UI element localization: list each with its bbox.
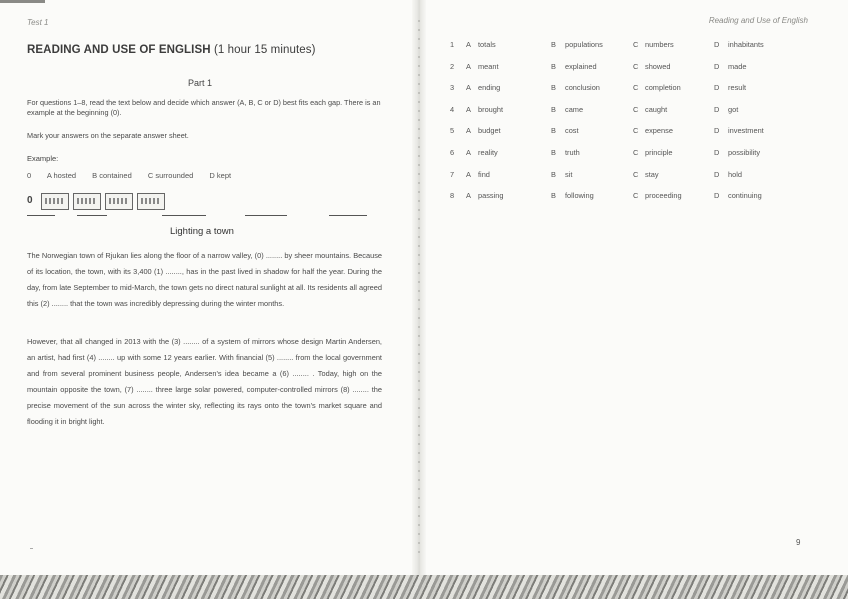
instructions-text: For questions 1–8, read the text below and decide which answer (A, B, C or D) best fits each gap. There is an example at the beginning (0).: [27, 98, 381, 117]
option-d: hold: [728, 169, 742, 179]
answer-sheet-instruction: Mark your answers on the separate answer sheet.: [27, 131, 189, 140]
question-number: 7: [450, 169, 455, 179]
example-option-d: D kept: [209, 171, 232, 180]
option-d: investment: [728, 126, 764, 136]
option-c: proceeding: [645, 191, 682, 201]
answer-sheet-lines: [27, 215, 367, 218]
passage-paragraph-1: The Norwegian town of Rjukan lies along the floor of a narrow valley, (0) ........ by sheer mountains. Because of its location, the town, with its 3,400 (1) ........, has in the past lived in shadow for half the year. During the day, from late September to mid-March, the town gets no direct natural sunlight at all. Its residents all agreed this (2) ........ that the town was incredibly depressing during the winter months.: [27, 251, 382, 308]
passage-title: Lighting a town: [170, 226, 234, 237]
option-c: stay: [645, 169, 659, 179]
question-number: 6: [450, 147, 455, 157]
option-d: possibility: [728, 147, 761, 157]
option-b: sit: [565, 169, 573, 179]
question-row: 5 A budget B cost C expense D investment: [450, 126, 764, 136]
answer-box-d: [137, 193, 165, 210]
example-number: 0: [27, 171, 32, 180]
question-row: 8 A passing B following C proceeding D continuing: [450, 191, 762, 201]
option-c: expense: [645, 126, 673, 136]
option-d: got: [728, 104, 739, 114]
question-number: 2: [450, 61, 455, 71]
option-a: totals: [478, 40, 496, 49]
section-title-main: READING AND USE OF ENGLISH: [27, 44, 211, 56]
option-c: numbers: [645, 40, 674, 49]
option-c: principle: [645, 147, 673, 157]
option-a: meant: [478, 61, 499, 71]
option-a: budget: [478, 126, 501, 136]
option-d: inhabitants: [728, 40, 764, 49]
question-row: 7 A find B sit C stay D hold: [450, 169, 742, 179]
option-b: truth: [565, 147, 580, 157]
question-number: 4: [450, 104, 455, 114]
example-option-a: A hosted: [46, 171, 77, 180]
section-title-duration: (1 hour 15 minutes): [213, 44, 316, 56]
passage-paragraph-2: However, that all changed in 2013 with the (3) ........ of a system of mirrors whose design Martin Andersen, an artist, had first (4) ........ up with some 12 years earlier. With financial (5) ........ from the local government and from several prominent business people, Andersen's idea became a (6) ........ . Today, high on the mountain opposite the town, (7) ........ three large solar powered, computer-controlled mirrors (8) ........ the precise movement of the sun across the winter sky, reflecting its rays onto the town's market square and flooding it in bright light.: [27, 337, 382, 426]
option-a: reality: [478, 147, 498, 157]
option-d: continuing: [728, 191, 762, 201]
answer-box-c: [105, 193, 133, 210]
question-row: 1 A totals B populations C numbers D inhabitants: [450, 40, 764, 49]
option-b: cost: [565, 126, 579, 136]
answer-sheet-example: [27, 193, 172, 209]
question-row: 2 A meant B explained C showed D made: [450, 61, 747, 71]
option-a: brought: [478, 104, 504, 114]
answer-options-table: [450, 40, 790, 213]
running-head-left: Test 1: [27, 18, 49, 27]
answer-box-a: [41, 193, 69, 210]
option-c: caught: [645, 104, 668, 114]
question-number: 8: [450, 191, 455, 201]
section-title: [27, 44, 316, 56]
question-number: 3: [450, 83, 455, 93]
page-mark: [30, 548, 33, 549]
left-page: [0, 0, 412, 575]
option-a: passing: [478, 191, 504, 201]
question-number: 5: [450, 126, 455, 136]
part-heading: Part 1: [188, 78, 213, 88]
question-row: 3 A ending B conclusion C completion D result: [450, 83, 747, 93]
question-number: 1: [450, 40, 455, 49]
question-row: 4 A brought B came C caught D got: [450, 104, 739, 114]
option-b: explained: [565, 61, 597, 71]
answer-box-b: [73, 193, 101, 210]
option-c: completion: [645, 83, 681, 93]
question-row: 6 A reality B truth C principle D possibility: [450, 147, 761, 157]
option-d: result: [728, 83, 747, 93]
option-b: conclusion: [565, 83, 600, 93]
option-b: following: [565, 191, 594, 201]
answer-sheet-number: 0: [27, 195, 33, 206]
option-b: populations: [565, 40, 603, 49]
option-c: showed: [645, 61, 671, 71]
page-number: 9: [796, 538, 801, 547]
option-d: made: [728, 61, 747, 71]
example-option-b: B contained: [92, 171, 132, 180]
example-options: [27, 171, 245, 180]
option-b: came: [565, 104, 584, 114]
gutter-binding: [418, 20, 420, 560]
scan-edge-bottom: [0, 575, 848, 599]
running-head-right: Reading and Use of English: [708, 16, 808, 25]
example-label: Example:: [27, 154, 59, 163]
example-option-c: C surrounded: [147, 171, 194, 180]
option-a: ending: [478, 83, 501, 93]
option-a: find: [478, 169, 490, 179]
